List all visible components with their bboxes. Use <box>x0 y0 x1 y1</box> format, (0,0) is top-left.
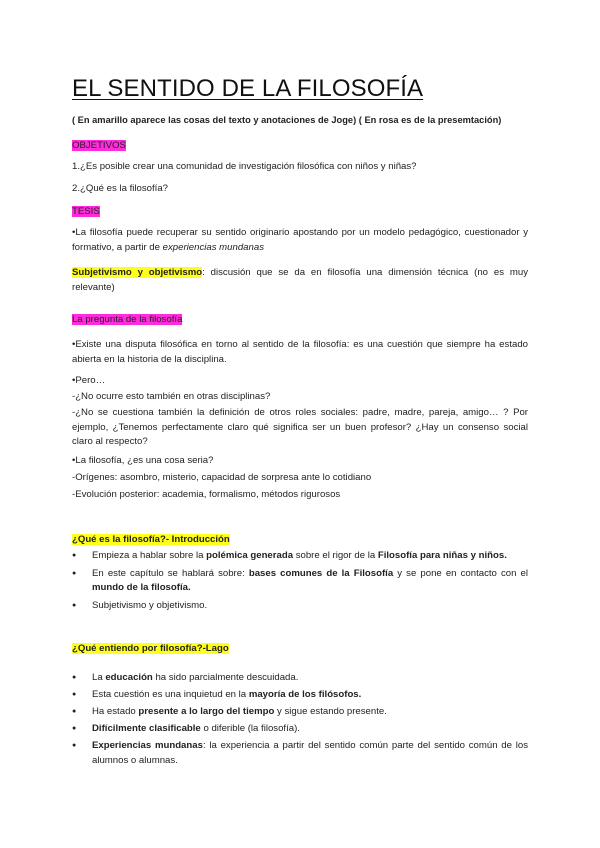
lago-list <box>72 671 528 771</box>
subtitle: ( En amarillo aparece las cosas del texto y anotaciones de Joge) ( En rosa es de la presemtación) <box>72 115 502 125</box>
pregunta-p6: -Orígenes: asombro, misterio, capacidad de sorpresa ante lo cotidiano <box>72 472 372 483</box>
pregunta-p7: -Evolución posterior: academia, formalismo, métodos rigurosos <box>72 489 341 500</box>
list-item: ● Esta cuestión es una inquietud en la mayoría de los filósofos. <box>72 688 528 703</box>
pregunta-p1: •Existe una disputa filosófica en torno al sentido de la filosofía: es una cuestión que siempre ha estado abierta en la historia de la disciplina. <box>72 339 528 365</box>
objetivos-heading: OBJETIVOS <box>72 140 126 151</box>
list-item: ● En este capítulo se hablará sobre: bases comunes de la Filosofía y se pone en contacto con el mundo de la filosofía. <box>72 567 528 596</box>
intro-heading: ¿Qué es la filosofía?- Introducción <box>72 534 230 545</box>
objetivo-1: 1.¿Es posible crear una comunidad de investigación filosófica con niños y niñas? <box>72 161 417 172</box>
page-title: EL SENTIDO DE LA FILOSOFÍA <box>72 75 424 102</box>
pregunta-heading: La pregunta de la filosofía <box>72 314 183 325</box>
pregunta-p4: -¿No se cuestiona también la definición de otros roles sociales: padre, madre, pareja, amigo… ? Por ejemplo, ¿Tenemos perfectamente claro qué significa ser un buen profesor? ¿Hay un consenso social claro al respecto? <box>72 407 528 447</box>
lago-heading: ¿Qué entiendo por filosofía?-Lago <box>72 643 229 654</box>
pregunta-p5: •La filosofía, ¿es una cosa seria? <box>72 455 214 466</box>
objetivo-2: 2.¿Qué es la filosofía? <box>72 183 168 194</box>
list-item: ● La educación ha sido parcialmente descuidada. <box>72 671 528 686</box>
list-item: ● Difícilmente clasificable o diferible (la filosofía). <box>72 722 528 737</box>
list-item: ● Ha estado presente a lo largo del tiempo y sigue estando presente. <box>72 705 528 720</box>
tesis-text: •La filosofía puede recuperar su sentido originario apostando por un modelo pedagógico, cuestionador y formativo, a partir de experiencias mundanas <box>72 227 528 253</box>
intro-list <box>72 549 528 616</box>
tesis-heading: TESIS <box>72 206 100 217</box>
pregunta-p2: •Pero… <box>72 375 106 386</box>
list-item: ● Subjetivismo y objetivismo. <box>72 599 528 614</box>
pregunta-p3: -¿No ocurre esto también en otras disciplinas? <box>72 391 271 402</box>
list-item: ● Experiencias mundanas: la experiencia a partir del sentido común parte del sentido común de los alumnos o alumnas. <box>72 739 528 768</box>
list-item: ● Empieza a hablar sobre la polémica generada sobre el rigor de la Filosofía para niñas y niños. <box>72 549 528 564</box>
subjetivismo-paragraph: Subjetivismo y objetivismo: discusión que se da en filosofía una dimensión técnica (no es muy relevante) <box>72 267 528 293</box>
